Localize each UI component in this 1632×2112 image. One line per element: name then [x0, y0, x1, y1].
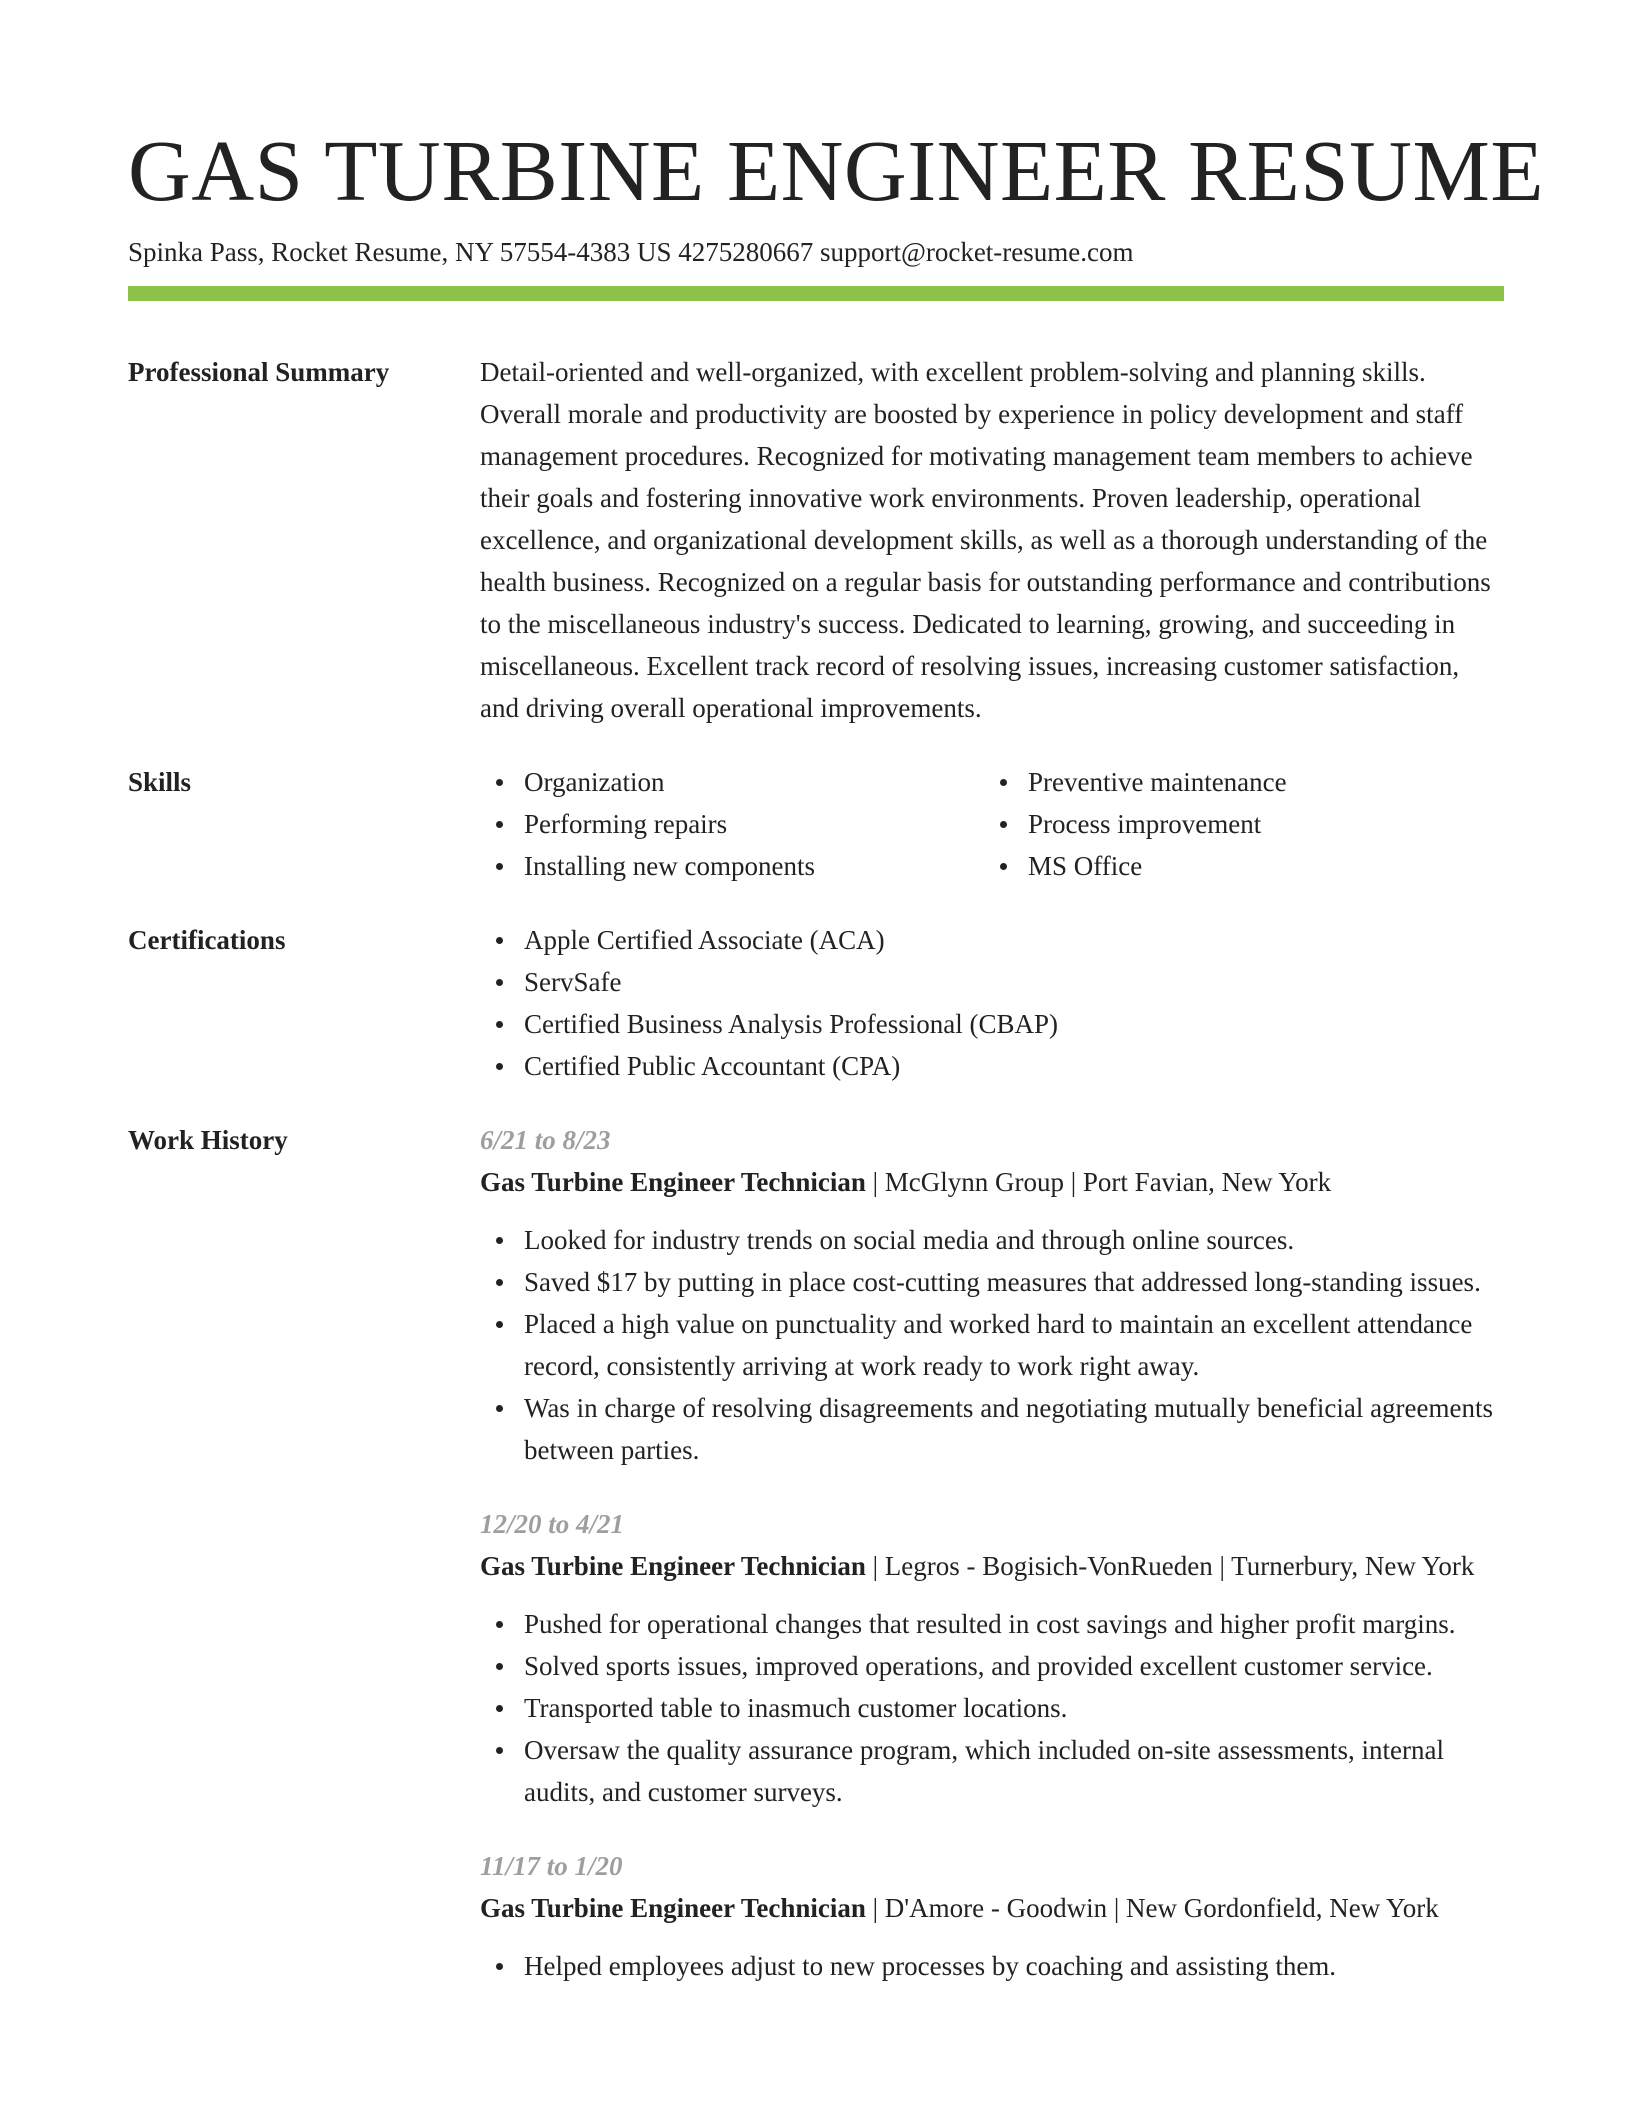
job-bullet: Transported table to inasmuch customer locations.: [480, 1687, 1504, 1729]
section-label: Skills: [128, 767, 192, 797]
section-body: [480, 1119, 1504, 1987]
section-certifications: [128, 919, 1504, 1087]
section-body: [480, 919, 1504, 1087]
section-label: Work History: [128, 1125, 288, 1155]
job-dates: 6/21 to 8/23: [480, 1125, 611, 1155]
skill-item: Performing repairs: [480, 803, 984, 845]
resume-page: [128, 118, 1544, 2019]
header-divider: [128, 286, 1504, 301]
certification-item: ServSafe: [480, 961, 1504, 1003]
job-title: Gas Turbine Engineer Technician: [480, 1167, 866, 1197]
skill-item: Preventive maintenance: [984, 761, 1488, 803]
job-title: Gas Turbine Engineer Technician: [480, 1893, 866, 1923]
job-heading: [480, 1545, 1504, 1587]
job-dates: 12/20 to 4/21: [480, 1509, 625, 1539]
section-body: [480, 351, 1504, 729]
section-skills: [128, 761, 1504, 887]
job-entry: [480, 1503, 1504, 1813]
job-bullets: [480, 1603, 1504, 1813]
job-bullet: Was in charge of resolving disagreements and negotiating mutually beneficial agreements between parties.: [480, 1387, 1504, 1471]
job-title: Gas Turbine Engineer Technician: [480, 1551, 866, 1581]
job-details: | D'Amore - Goodwin | New Gordonfield, New York: [865, 1893, 1439, 1923]
job-heading: [480, 1161, 1504, 1203]
job-bullet: Looked for industry trends on social media and through online sources.: [480, 1219, 1504, 1261]
job-dates: 11/17 to 1/20: [480, 1851, 623, 1881]
skill-item: MS Office: [984, 845, 1488, 887]
job-bullet: Solved sports issues, improved operations, and provided excellent customer service.: [480, 1645, 1504, 1687]
section-professional-summary: [128, 351, 1504, 729]
job-details: | Legros - Bogisich-VonRueden | Turnerbury, New York: [865, 1551, 1475, 1581]
summary-text: Detail-oriented and well-organized, with excellent problem-solving and planning skills. Overall morale and productivity are boosted by experience in policy development and staff management procedures. Recognized for motivating management team members to achieve their goals and fostering innovative work environments. Proven leadership, operational excellence, and organizational development skills, as well as a thorough understanding of the health business. Recognized on a regular basis for outstanding performance and contributions to the miscellaneous industry's success. Dedicated to learning, growing, and succeeding in miscellaneous. Excellent track record of resolving issues, increasing customer satisfaction, and driving overall operational improvements.: [480, 357, 1491, 723]
job-details: | McGlynn Group | Port Favian, New York: [865, 1167, 1332, 1197]
skills-column-right: [984, 761, 1488, 887]
job-bullet: Placed a high value on punctuality and worked hard to maintain an excellent attendance record, consistently arriving at work ready to work right away.: [480, 1303, 1504, 1387]
skill-item: Installing new components: [480, 845, 984, 887]
job-entry: [480, 1845, 1504, 1987]
job-bullet: Helped employees adjust to new processes by coaching and assisting them.: [480, 1945, 1504, 1987]
certification-item: Certified Public Accountant (CPA): [480, 1045, 1504, 1087]
job-bullet: Pushed for operational changes that resulted in cost savings and higher profit margins.: [480, 1603, 1504, 1645]
section-work-history: [128, 1119, 1504, 1987]
job-bullets: [480, 1219, 1504, 1471]
skills-column-left: [480, 761, 984, 887]
certifications-list: [480, 919, 1504, 1087]
certification-item: Certified Business Analysis Professional (CBAP): [480, 1003, 1504, 1045]
job-bullets: [480, 1945, 1504, 1987]
skill-item: Process improvement: [984, 803, 1488, 845]
section-label: Certifications: [128, 925, 286, 955]
section-label: Professional Summary: [128, 357, 390, 387]
job-heading: [480, 1887, 1504, 1929]
resume-title: GAS TURBINE ENGINEER RESUME: [128, 122, 1544, 219]
skill-item: Organization: [480, 761, 984, 803]
skills-grid: [480, 761, 1504, 887]
contact-line: Spinka Pass, Rocket Resume, NY 57554-4383 US 4275280667 support@rocket-resume.com: [128, 237, 1134, 267]
job-bullet: Saved $17 by putting in place cost-cutting measures that addressed long-standing issues.: [480, 1261, 1504, 1303]
section-body: [480, 761, 1504, 887]
resume-sections: [128, 351, 1504, 1987]
job-entry: [480, 1119, 1504, 1471]
job-bullet: Oversaw the quality assurance program, which included on-site assessments, internal audits, and customer surveys.: [480, 1729, 1504, 1813]
certification-item: Apple Certified Associate (ACA): [480, 919, 1504, 961]
